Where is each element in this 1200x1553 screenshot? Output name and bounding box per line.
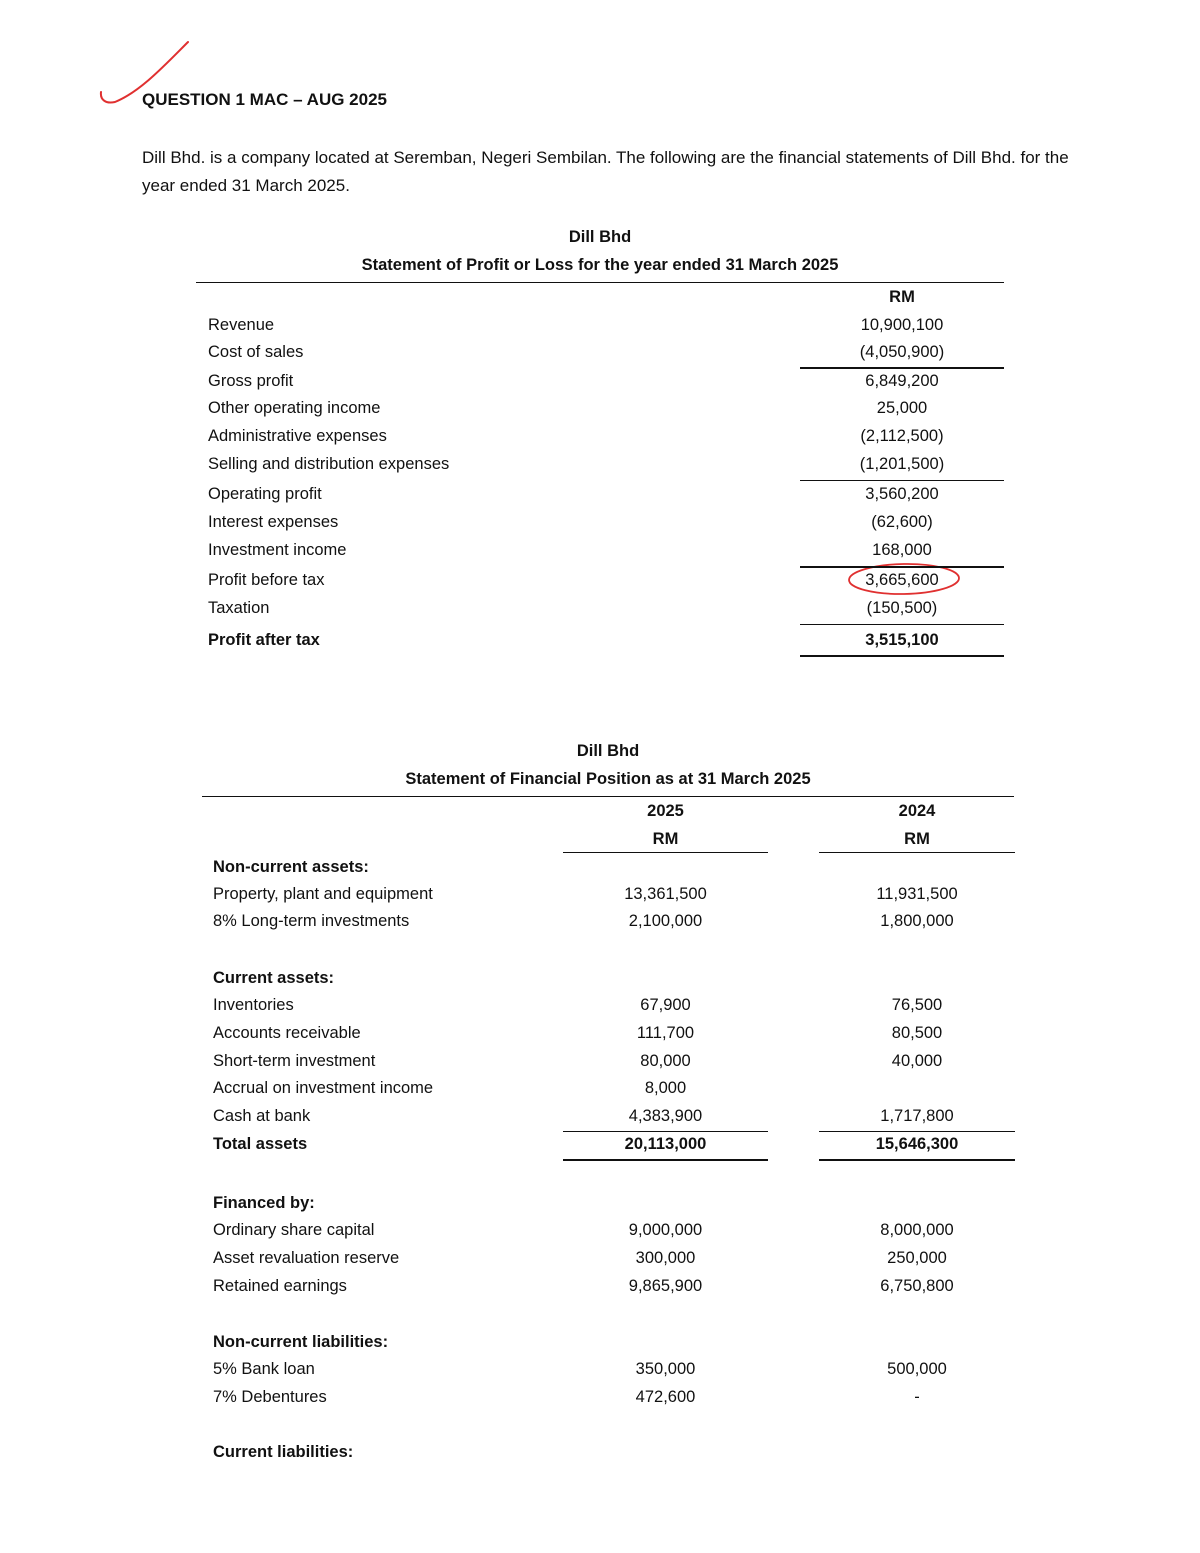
fp-row-value-2024: 40,000	[891, 1052, 943, 1070]
pl-row	[0, 595, 1200, 621]
fp-total-top-rule-2025	[563, 1131, 768, 1132]
fp-row	[0, 1384, 1200, 1410]
pl-row	[0, 312, 1200, 338]
fp-row-label: 8% Long-term investments	[213, 912, 410, 930]
pl-rule-pat-top	[800, 624, 1004, 625]
fp-row-value-2025: 111,700	[636, 1024, 695, 1042]
fp-row-value-2025: 8,000	[644, 1079, 687, 1097]
pl-row-label: Revenue	[208, 316, 275, 334]
section-current-liabilities: Current liabilities:	[213, 1443, 354, 1461]
fp-row	[0, 992, 1200, 1018]
pl-row	[0, 368, 1200, 394]
fp-row-label: Accounts receivable	[213, 1024, 361, 1042]
pl-row-label: Profit before tax	[208, 571, 325, 589]
pl-row-value: 3,665,600	[865, 571, 939, 589]
pl-row-value: 3,515,100	[865, 631, 939, 649]
intro-paragraph: Dill Bhd. is a company located at Seremban, Negeri Sembilan. The following are the financial statements of Dill Bhd. for the year ended 31 March 2025.	[142, 148, 1069, 195]
fp-company-name: Dill Bhd	[576, 742, 640, 760]
fp-row-value-2024: 8,000,000	[880, 1221, 954, 1239]
fp-header-rule-2025	[563, 852, 768, 853]
fp-currency-2025: RM	[652, 830, 679, 848]
fp-row-label: Cash at bank	[213, 1107, 311, 1125]
section-current-assets: Current assets:	[213, 969, 335, 987]
fp-row-value-2025: 13,361,500	[624, 885, 707, 903]
section-financed-by: Financed by:	[213, 1194, 315, 1212]
fp-row-value-2024: -	[914, 1388, 920, 1406]
fp-row	[0, 1048, 1200, 1074]
fp-row	[0, 908, 1200, 934]
pl-row-label: Taxation	[208, 599, 270, 617]
fp-row	[0, 1075, 1200, 1101]
fp-total-bottom-rule-2025	[563, 1159, 768, 1161]
fp-row-label: Retained earnings	[213, 1277, 347, 1295]
section-non-current-assets: Non-current assets:	[213, 858, 369, 876]
pl-row	[0, 509, 1200, 535]
pl-row	[0, 627, 1200, 653]
fp-title: Statement of Financial Position as at 31 March 2025	[405, 770, 811, 788]
fp-row-value-2025: 300,000	[635, 1249, 696, 1267]
fp-row	[0, 1103, 1200, 1129]
fp-row-value-2025: 80,000	[640, 1052, 691, 1070]
question-title: QUESTION 1 MAC – AUG 2025	[142, 90, 387, 109]
pl-row-label: Gross profit	[208, 372, 294, 390]
fp-row	[0, 1356, 1200, 1382]
fp-header-rule-2024	[819, 852, 1015, 853]
pl-row	[0, 423, 1200, 449]
pl-row-label: Cost of sales	[208, 343, 304, 361]
fp-row-value-2025: 472,600	[635, 1388, 696, 1406]
fp-row-label: Short-term investment	[213, 1052, 376, 1070]
pl-currency-header: RM	[889, 288, 915, 306]
fp-row-value-2024: 15,646,300	[875, 1135, 959, 1153]
fp-row-value-2024: 76,500	[891, 996, 943, 1014]
fp-row-value-2025: 2,100,000	[628, 912, 703, 930]
pl-row-label: Administrative expenses	[208, 427, 387, 445]
fp-year-2024: 2024	[898, 802, 936, 820]
fp-row-value-2024: 1,800,000	[880, 912, 954, 930]
section-non-current-liabilities: Non-current liabilities:	[213, 1333, 389, 1351]
pl-rule-pat-bottom	[800, 655, 1004, 657]
pl-rule-gross	[800, 367, 1004, 369]
pl-row	[0, 481, 1200, 507]
fp-row-value-2025: 9,000,000	[628, 1221, 703, 1239]
fp-row-value-2024: 6,750,800	[880, 1277, 954, 1295]
pl-row-label: Profit after tax	[208, 631, 320, 649]
pl-row	[0, 567, 1200, 593]
pl-row	[0, 395, 1200, 421]
fp-row-label: 5% Bank loan	[213, 1360, 315, 1378]
fp-row-label: Accrual on investment income	[213, 1079, 434, 1097]
pl-rule-operating	[800, 480, 1004, 481]
pl-row-value: 6,849,200	[865, 372, 939, 390]
pl-row	[0, 537, 1200, 563]
pl-row-value: (62,600)	[871, 513, 933, 531]
pl-row-label: Interest expenses	[208, 513, 339, 531]
pl-row	[0, 339, 1200, 365]
fp-row	[0, 1020, 1200, 1046]
pl-top-rule	[196, 282, 1004, 283]
pl-title: Statement of Profit or Loss for the year ended 31 March 2025	[361, 256, 839, 274]
pl-row-value: (2,112,500)	[860, 427, 944, 445]
pl-row-value: 168,000	[872, 541, 932, 559]
fp-row-value-2025: 350,000	[635, 1360, 696, 1378]
fp-row	[0, 881, 1200, 907]
fp-row-value-2025: 20,113,000	[624, 1135, 707, 1153]
fp-year-2025: 2025	[647, 802, 684, 820]
pl-row-value: (150,500)	[866, 599, 938, 617]
fp-row-value-2024: 250,000	[887, 1249, 947, 1267]
fp-row-value-2025: 67,900	[640, 996, 691, 1014]
fp-row	[0, 1245, 1200, 1271]
fp-row-label: Asset revaluation reserve	[213, 1249, 400, 1267]
pl-row	[0, 451, 1200, 477]
pl-row-value: 10,900,100	[860, 316, 944, 334]
fp-total-bottom-rule-2024	[819, 1159, 1015, 1161]
fp-row-value-2024: 11,931,500	[876, 885, 958, 903]
fp-row-value-2024: 80,500	[891, 1024, 943, 1042]
fp-row-label: Ordinary share capital	[213, 1221, 375, 1239]
fp-row-value-2025: 4,383,900	[628, 1107, 703, 1125]
pl-row-label: Selling and distribution expenses	[208, 455, 450, 473]
pl-company-name: Dill Bhd	[568, 228, 632, 246]
pl-row-value: (1,201,500)	[859, 455, 945, 473]
fp-row-label: Total assets	[213, 1135, 308, 1153]
pl-row-label: Investment income	[208, 541, 347, 559]
fp-total-top-rule-2024	[819, 1131, 1015, 1132]
fp-row	[0, 1273, 1200, 1299]
fp-currency-2024: RM	[904, 830, 930, 848]
fp-row-label: Inventories	[213, 996, 294, 1014]
pl-row-label: Operating profit	[208, 485, 322, 503]
fp-row-value-2024: 500,000	[887, 1360, 947, 1378]
pl-row-value: (4,050,900)	[859, 343, 945, 361]
pl-row-label: Other operating income	[208, 399, 381, 417]
pl-row-value: 3,560,200	[865, 485, 939, 503]
fp-row-value-2025: 9,865,900	[628, 1277, 703, 1295]
fp-top-rule	[202, 796, 1014, 797]
fp-row	[0, 1217, 1200, 1243]
fp-row-label: 7% Debentures	[213, 1388, 327, 1406]
pl-row-value: 25,000	[876, 399, 928, 417]
fp-row	[0, 1131, 1200, 1157]
fp-row-label: Property, plant and equipment	[213, 885, 433, 903]
fp-row-value-2024: 1,717,800	[880, 1107, 954, 1125]
pl-rule-pbt	[800, 566, 1004, 568]
